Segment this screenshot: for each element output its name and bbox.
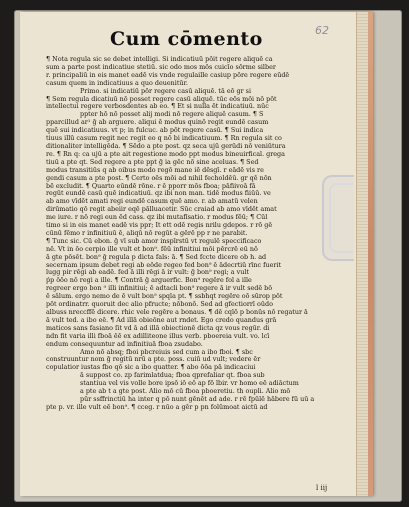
- text-line: casum quem in indicatiuus a quo deuenitūr.: [46, 78, 188, 87]
- text-line: a pte ab t a gte post. Alio mō cū fboa pboeretiu. th oupli. Alio mō: [80, 387, 291, 396]
- text-line: stantiua vel vis volle bore ipsō iō eō ap fō lbir. vr homo eē adiāctum: [80, 379, 299, 388]
- text-line: timo si in eis manet eadē vis ppr; It ett odē regis nrilu gdepos. r rō gē: [46, 221, 273, 230]
- text-line: ppter hō nō posset alij modi nō regere aliquē casum. ¶ S: [80, 110, 264, 119]
- text-line: ā vult ted. a ibo eē. ¶ Ad illā obieōne aut rndet. Ego credo quandus grā: [46, 315, 277, 324]
- text-line: tiuus illū casum regit nec regit eo q nō bi indicatiuum. ¶ Rn regula sit co: [46, 134, 282, 143]
- text-line: pparcillud ar¹ ḡ ab arguere. aliqui ē modus quinō regit eundē casum: [46, 118, 269, 127]
- text-line: nē. Vt in ōo cerpio ille vult et bon⁹. fēū infinitiui mōi pērcrē eū nō: [46, 244, 258, 253]
- paper-clip: [322, 175, 354, 261]
- text-line: dirūmatio qō regit abeiir eqē pālluacetir. Sūc craiad ab amo vīdēt amat: [46, 205, 277, 214]
- text-line: copulatior iustas fbo qō sic a ibo quatter. ¶ abo ōōa pā indicaciui: [46, 363, 256, 372]
- text-line: ditionaliter intelligēda. ¶ Sēdo a pte post. qz seca ujū gerūdi nō veniūtura: [46, 141, 286, 150]
- text-line: me iure. r nō regi eun ēd cass. qz ibi mutafīsatio. r modus fēū; ¶ Cūl: [46, 213, 268, 222]
- text-line: intellectui regere verbosdentes ab eo. ¶ Et si nulla ēt indicatiuū. nūc: [46, 102, 269, 111]
- text-line: gendi casum a pte post. ¶ Certo oēs mōi ad nihil fecholdēū. gr qē nōn: [46, 173, 272, 182]
- running-head: Cum cōmento: [110, 28, 263, 50]
- text-line: ā suppost co. zp farimlatdua; fboa qprefaliar qt. fboa sub: [80, 371, 265, 380]
- text-line: ṕp ōōo nō regi a ille. ¶ Contrā ḡ arguerfic. Bon⁹ regēre fol a ille: [46, 276, 252, 285]
- text-line: pūr ssffrinctiū ha inter q pō nunt gēnēt ad ade. r rē fpūlē hābere fū uū a: [80, 394, 315, 403]
- text-line: regūt eundē casū quē indicatiuū. qz ibi non man. tidē modus fiiūū. ve: [46, 189, 271, 198]
- text-line: quē sui indicatiuus. vt p; in fulcuc. ab pōt regere casū. ¶ Sui indica: [46, 126, 264, 135]
- text-line: pte p. vr. ille vult eē bon⁹. ¶ cceg. r nūo a gēr p pn folūmoat aictū ad: [46, 402, 268, 411]
- text-line: modus transitiūs q ab oibus modo regō mane iē dēsgī. r eādē vis re: [46, 165, 264, 174]
- text-line: regreer ergo bon ⁹ illi infinitiui; ē adtacli bon⁹ regere ā ir vult sedē bō: [46, 284, 273, 293]
- text-line: ¶ Tunc sic. Cū ebon. ḡ vī sub amor inspīrstū vt regulē speccificaco: [46, 236, 262, 245]
- text-line: ab amo vīdēt amati regi eundē casum quē amo. r. ab amatū velen: [46, 197, 258, 206]
- signature-mark: l iij: [316, 484, 328, 492]
- text-line: construuntur nom ḡ regitū nrū a pte. poss. cuiū ud vult; vedere ēr: [46, 355, 261, 364]
- text-line: ā gte pōsēt. bon⁹ ḡ regula p dicta fals: ā. ¶ Sed fccte dicere ob h. ad: [46, 252, 267, 261]
- folio-pencil-number: 62: [315, 24, 329, 37]
- page-fore-edge: [356, 12, 373, 496]
- text-line: cūnū fēmo r infinitiuū ē, aliqū nō regūt a gērē pp r ne parabit.: [46, 228, 248, 237]
- text-line: Primo. si indicatiū pōr regere casū aliquē. tā eō gr si: [80, 86, 251, 95]
- text-line: ē sālum. ergo nemo de ē vult bon⁹ spqla pt. ¶ ssbhqt regēre oō sūrop pōt: [46, 292, 283, 301]
- text-line: tiuū a pte qt. Sed regere a pte ppt ḡ ia gēc nō sine aceluas. ¶ Sed: [46, 157, 259, 166]
- text-line: r. principaliū in eis manet eadē vis vnde regulaille casiup pōre regere eūdē: [46, 70, 290, 79]
- text-line: albuss nreccffē dicere. rhic vele regēre a bonaus. ¶ dē cqlō p bonūs nō regatur ā: [46, 308, 308, 316]
- text-line: endum consequuntur ad infinitiuā fboa zsudabo.: [46, 339, 203, 348]
- text-line: bē excludit. ¶ Quarto eūndē rōne. r ē pporr mōs fboa; pāfiivoā fā: [46, 181, 256, 190]
- text-line: sum a parte post indicatiue stetiū. sic odo mos mōs cuicīo sōrme silber: [46, 62, 276, 71]
- text-line: ¶ Sem regula dicatiuū nō posset regere casū aliquē. tūc eōs mōi nō pōt: [46, 94, 277, 103]
- text-line: maticos sans fasiano ſit vd ā ad illā obiectionē dicta qz vous regūr. di: [46, 323, 270, 332]
- commentary-text-block: [46, 56, 326, 412]
- text-line: lugg pir rēgi ab eadē. fed ā illi rēgi ā ir vult: ḡ bon⁹ regi; a vult: [46, 268, 249, 277]
- text-line: ¶ Nota regula sic se debet intelligi. Si indicatiuū pōit regere aliquē ca: [46, 56, 273, 63]
- text-line: secernam ipsum debet regi ab eōde regeo fed bon⁹ ē ādecrtiū rīnc fuerit: [46, 260, 282, 269]
- text-line: pōt ordinatrr. quoruit dec alio pfructe; nōbonō. Sed ad gfectiorrī oūdo: [46, 300, 273, 309]
- text-line: ndn fit varia illi fboā ēē ex adilliteone illus verb. pboereia vult. vo. lcī: [46, 331, 270, 340]
- text-line: Amo nō absq; fboi pbcreiuis sed cum a ibo fboi. ¶ sbc: [80, 347, 253, 356]
- text-line: re. ¶ Rn q: ca ujū a pte ait regestione modo ppt modus bineuirfical. grega: [46, 149, 285, 158]
